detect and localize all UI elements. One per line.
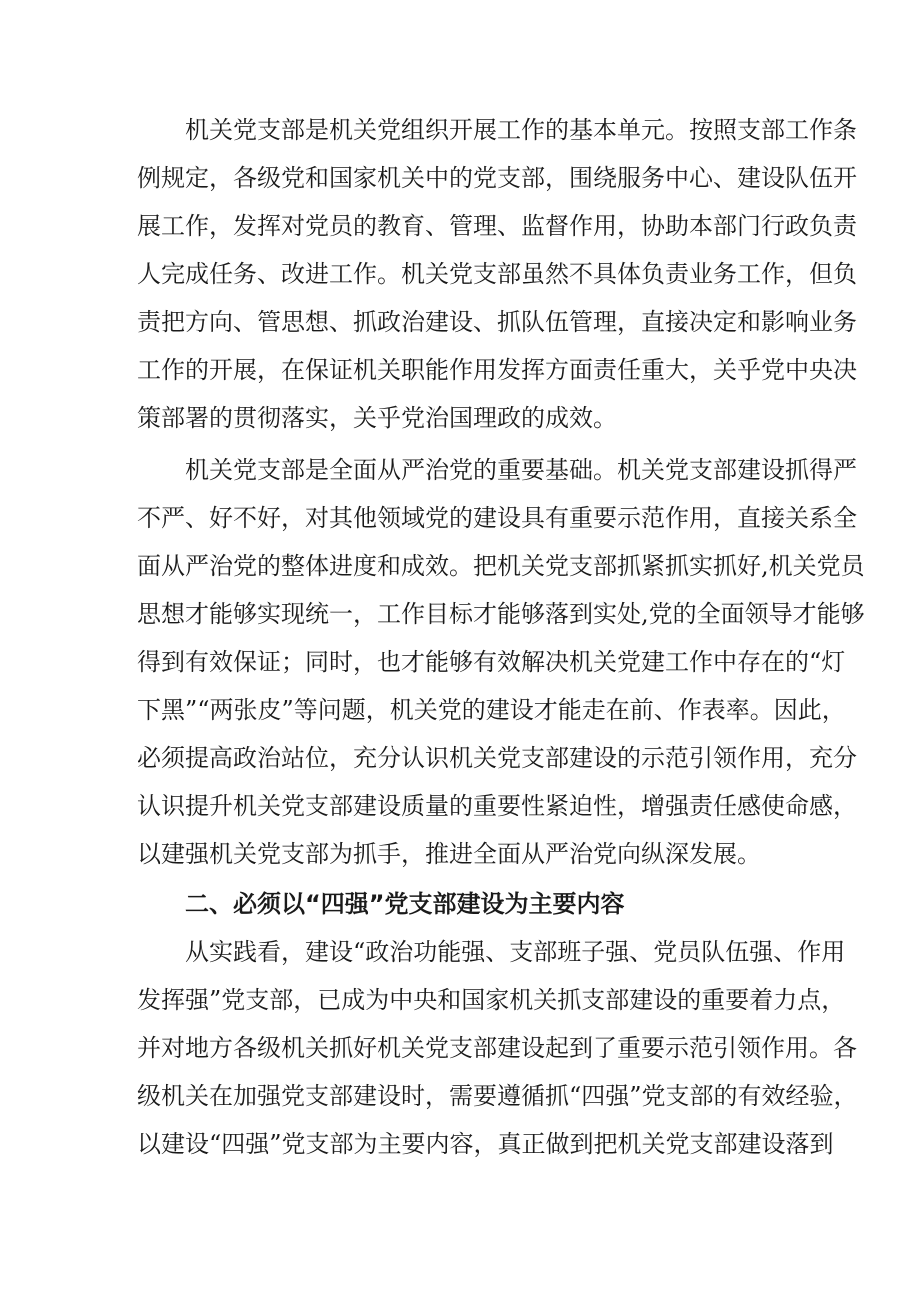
- paragraph-2-line-6: 下黑”“两张皮”等问题，机关党的建设才能走在前、作表率。因此，: [137, 696, 846, 724]
- paragraph-1-line-2: 例规定，各级党和国家机关中的党支部，围绕服务中心、建设队伍开: [137, 164, 857, 192]
- paragraph-1-line-3: 展工作，发挥对党员的教育、管理、监督作用，协助本部门行政负责: [137, 212, 857, 240]
- paragraph-1-line-1: 机关党支部是机关党组织开展工作的基本单元。按照支部工作条: [185, 116, 857, 144]
- paragraph-2-line-4: 思想才能够实现统一，工作目标才能够落到实处,党的全面领导才能够: [137, 600, 865, 628]
- section-heading: 二、必须以“四强”党支部建设为主要内容: [185, 890, 625, 918]
- paragraph-2-line-7: 必须提高政治站位，充分认识机关党支部建设的示范引领作用，充分: [137, 744, 857, 772]
- paragraph-2-line-9: 以建强机关党支部为抓手，推进全面从严治党向纵深发展。: [137, 840, 761, 868]
- paragraph-2-line-1: 机关党支部是全面从严治党的重要基础。机关党支部建设抓得严: [185, 456, 857, 484]
- paragraph-2-line-2: 不严、好不好，对其他领域党的建设具有重要示范作用，直接关系全: [137, 504, 857, 532]
- paragraph-1-line-7: 策部署的贯彻落实，关乎党治国理政的成效。: [137, 404, 617, 432]
- paragraph-3-line-4: 级机关在加强党支部建设时，需要遵循抓“四强”党支部的有效经验，: [137, 1082, 858, 1110]
- paragraph-3-line-2: 发挥强”党支部，已成为中央和国家机关抓支部建设的重要着力点，: [137, 986, 846, 1014]
- paragraph-3-line-5: 以建设“四强”党支部为主要内容，真正做到把机关党支部建设落到: [137, 1130, 834, 1158]
- paragraph-1-line-4: 人完成任务、改进工作。机关党支部虽然不具体负责业务工作，但负: [137, 260, 857, 288]
- paragraph-3-line-1: 从实践看，建设“政治功能强、支部班子强、党员队伍强、作用: [185, 938, 846, 966]
- paragraph-2-line-5: 得到有效保证；同时，也才能够有效解决机关党建工作中存在的“灯: [137, 648, 846, 676]
- paragraph-2-line-8: 认识提升机关党支部建设质量的重要性紧迫性，增强责任感使命感，: [137, 792, 857, 820]
- paragraph-1-line-5: 责把方向、管思想、抓政治建设、抓队伍管理，直接决定和影响业务: [137, 308, 857, 336]
- paragraph-1-line-6: 工作的开展，在保证机关职能作用发挥方面责任重大，关乎党中央决: [137, 356, 857, 384]
- paragraph-2-line-3: 面从严治党的整体进度和成效。把机关党支部抓紧抓实抓好,机关党员: [137, 552, 865, 580]
- paragraph-3-line-3: 并对地方各级机关抓好机关党支部建设起到了重要示范引领作用。各: [137, 1034, 857, 1062]
